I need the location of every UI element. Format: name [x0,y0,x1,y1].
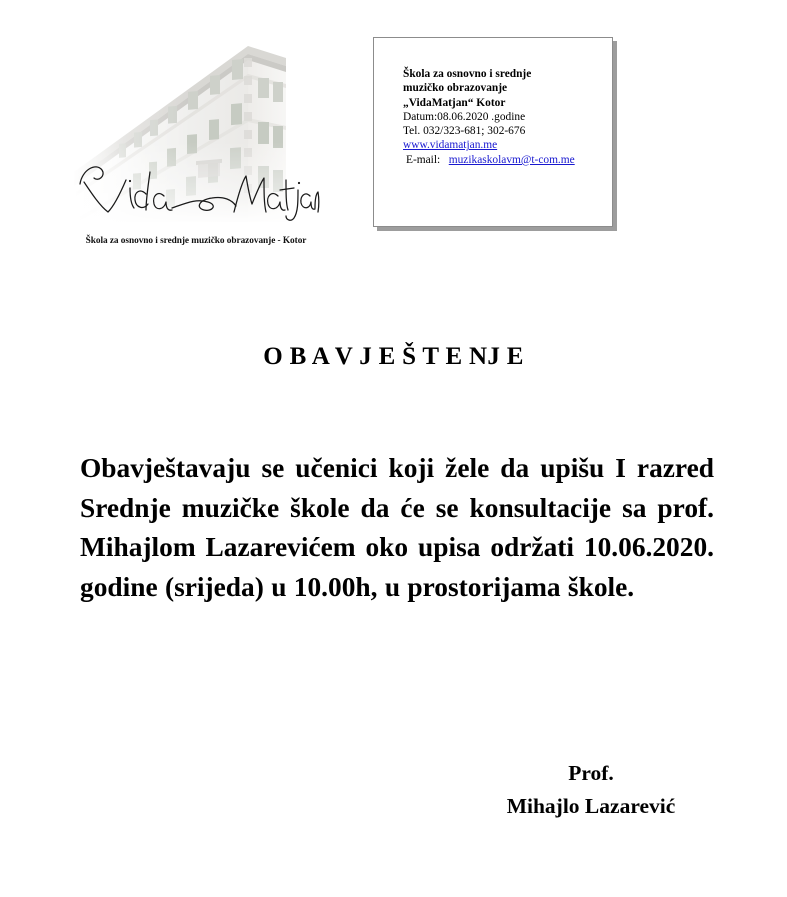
signature-name: Mihajlo Lazarević [506,794,676,818]
email-label: E-mail: [406,153,441,166]
school-letterhead-box [373,37,613,227]
website-link[interactable]: www.vidamatjan.me [403,139,498,152]
letterhead-phone: Tel. 032/323-681; 302-676 [403,125,526,138]
signature-title: Prof. [568,761,614,785]
logo-tagline: Škola za osnovno i srednje muzičko obrazovanje - Kotor [85,236,307,246]
building-photo-graphic [72,22,320,222]
page-title: O B A V J E Š T E NJ E [263,343,524,370]
signature-block [452,757,730,823]
letterhead-date: Datum:08.06.2020 .godine [403,110,526,123]
school-name-line3: „VidaMatjan“ Kotor [403,96,506,109]
notice-body-text: Obavještavaju se učenici koji žele da upišu I razred Srednje muzičke škole da će se konsultacije sa prof. Mihajlom Lazarevićem oko upisa održati 10.06.2020. godine (srijeda) u 10.00h, u prostorijama škole. [80,453,714,602]
email-link[interactable]: muzikaskolavm@t-com.me [448,153,575,166]
school-name-line1: Škola za osnovno i srednje [403,68,532,80]
school-building-photo [72,22,320,222]
letterhead-email-row [403,153,606,167]
school-name-line2: muzičko obrazovanje [403,82,508,95]
letterhead-content [403,67,606,167]
letterhead-website-row [403,138,606,152]
school-logo [72,22,320,246]
